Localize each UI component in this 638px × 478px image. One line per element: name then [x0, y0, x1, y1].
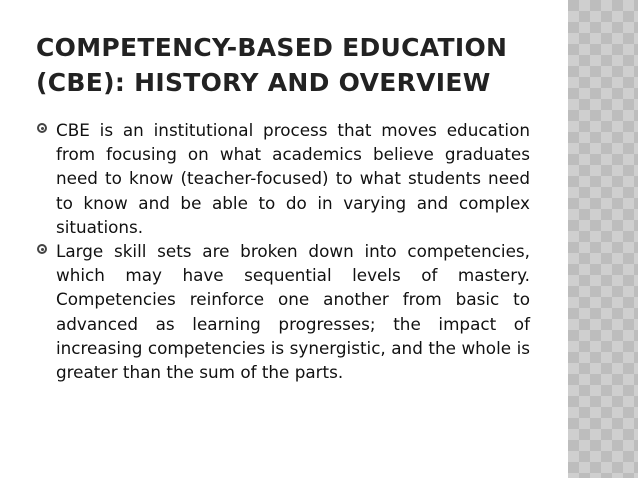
decorative-side-panel: [568, 0, 638, 478]
bullet-item: [36, 239, 530, 384]
bullet-text: Large skill sets are broken down into competencies, which may have sequential levels of mastery. Competencies reinforce one another from basic to advanced as learning progresses; the impact of increasing competencies is synergistic, and the whole is greater than the sum of the parts.: [56, 241, 530, 383]
bullet-list: [36, 118, 530, 384]
bullet-text: CBE is an institutional process that moves education from focusing on what academics believe graduates need to know (teacher-focused) to what students need to know and be able to do in varying and complex situations.: [56, 120, 530, 237]
bullet-circle-icon: [37, 123, 47, 133]
slide-title: COMPETENCY-BASED EDUCATION (CBE): HISTORY AND OVERVIEW: [36, 33, 508, 97]
bullet-item: [36, 118, 530, 239]
bullet-circle-icon: [37, 244, 47, 254]
